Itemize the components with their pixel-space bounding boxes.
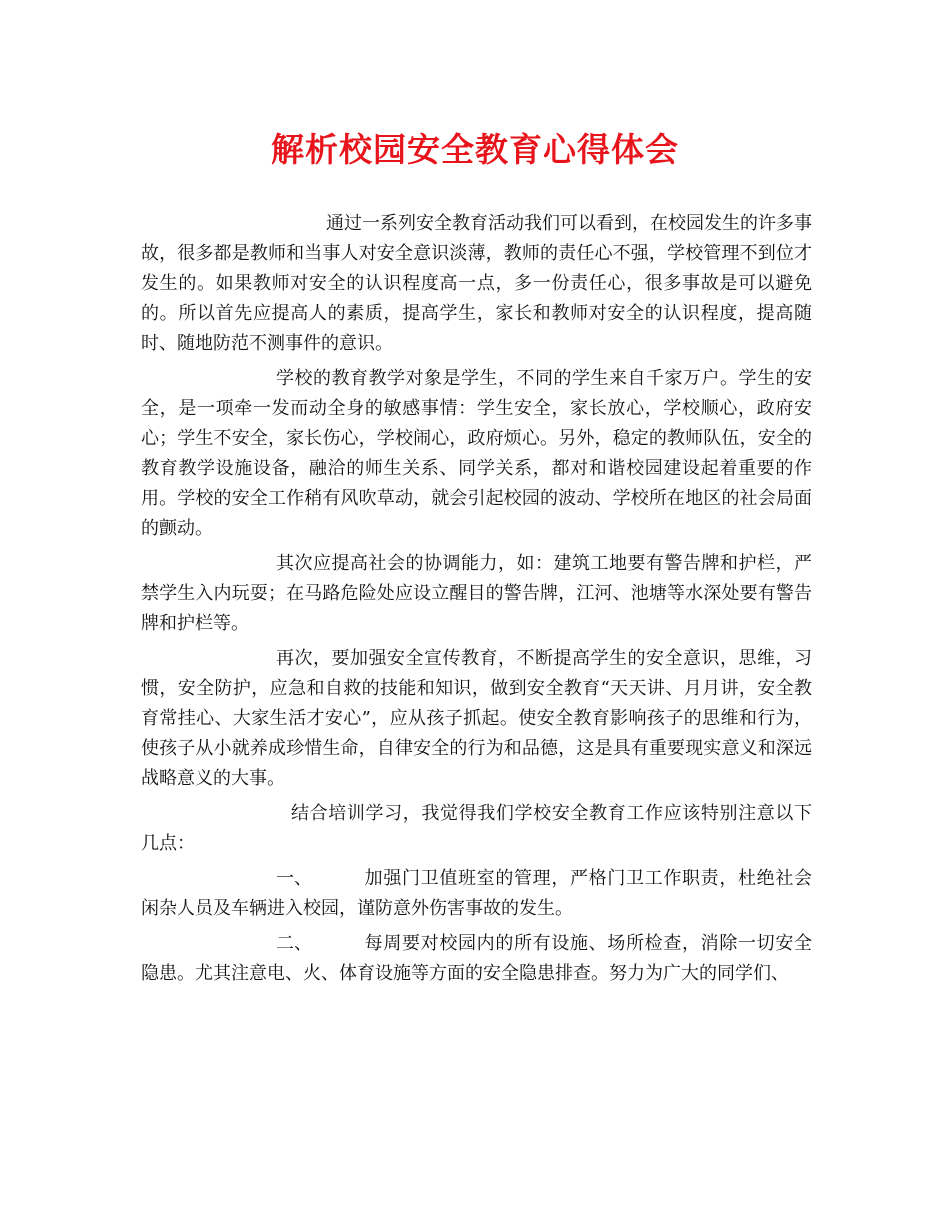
list-item-text: 每周要对校园内的所有设施、场所检查，消除一切安全隐患。尤其注意电、火、体育设施等方面的安全隐患排查。努力为广大的同学们、 (141, 933, 812, 984)
paragraph: 再次，要加强安全宣传教育，不断提高学生的安全意识，思维，习惯，安全防护，应急和自救的技能和知识，做到安全教育“天天讲、月月讲，安全教育常挂心、大家生活才安心”，应从孩子抓起。使安全教育影响孩子的思维和行为，使孩子从小就养成珍惜生命，自律安全的行为和品德，这是具有重要现实意义和深远战略意义的大事。 (141, 648, 812, 789)
list-item (141, 864, 812, 924)
document-title: 解析校园安全教育心得体会 (271, 130, 679, 169)
paragraph: 学校的教育教学对象是学生，不同的学生来自千家万户。学生的安全，是一项牵一发而动全身的敏感事情：学生安全，家长放心，学校顺心，政府安心；学生不安全，家长伤心，学校闹心，政府烦心。另外，稳定的教师队伍，安全的教育教学设施设备，融洽的师生关系、同学关系，都对和谐校园建设起着重要的作用。学校的安全工作稍有风吹草动，就会引起校园的波动、学校所在地区的社会局面的颤动。 (141, 368, 812, 539)
list-item (141, 929, 812, 989)
list-item-number: 一、 (276, 868, 312, 889)
paragraph: 通过一系列安全教育活动我们可以看到，在校园发生的许多事故，很多都是教师和当事人对安全意识淡薄，教师的责任心不强，学校管理不到位才发生的。如果教师对安全的认识程度高一点，多一份责任心，很多事故是可以避免的。所以首先应提高人的素质，提高学生，家长和教师对安全的认识程度，提高随时、随地防范不测事件的意识。 (141, 213, 812, 354)
paragraph: 其次应提高社会的协调能力，如：建筑工地要有警告牌和护栏，严禁学生入内玩耍；在马路危险处应设立醒目的警告牌，江河、池塘等水深处要有警告牌和护栏等。 (141, 553, 812, 634)
list-item-number: 二、 (276, 933, 312, 954)
list-item-text: 加强门卫值班室的管理，严格门卫工作职责，杜绝社会闲杂人员及车辆进入校园，谨防意外伤害事故的发生。 (141, 868, 812, 919)
paragraph: 结合培训学习，我觉得我们学校安全教育工作应该特别注意以下几点： (141, 803, 812, 854)
document-body (141, 209, 812, 994)
